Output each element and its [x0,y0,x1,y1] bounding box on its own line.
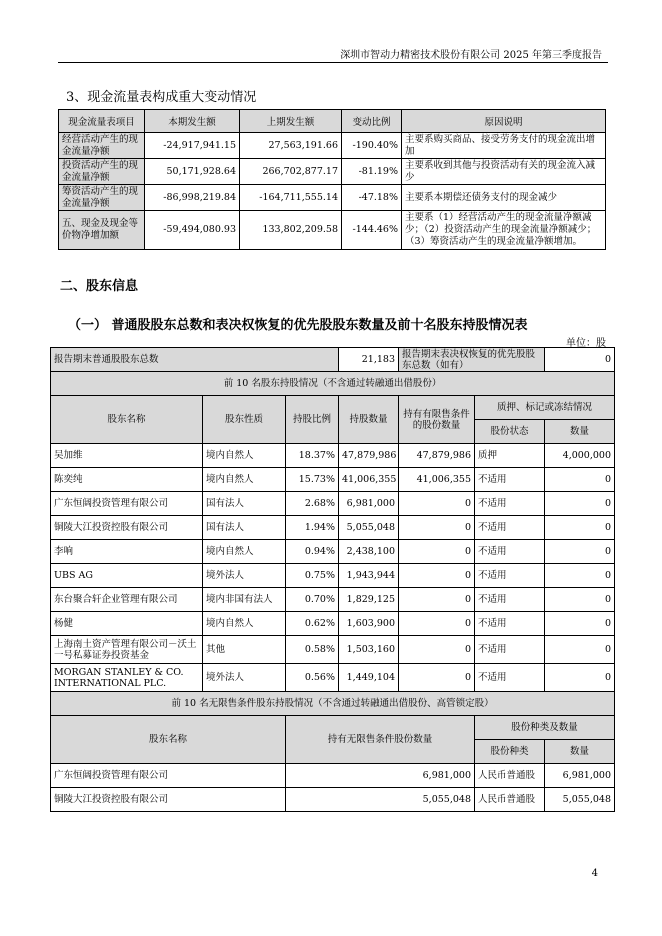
col-header-prior: 上期发生额 [240,110,342,133]
holder-amount: 0 [545,492,615,516]
cashflow-reason: 主要系（1）经营活动产生的现金流量净额减少；（2）投资活动产生的现金流量净额减少；（3）筹资活动产生的现金流量净额增加。 [402,211,606,250]
col-header-ratio: 持股比例 [286,396,339,444]
cashflow-change: -81.19% [342,159,402,185]
holder-ratio: 18.37% [286,444,339,468]
unit-label: 单位：股 [566,338,606,349]
holder-restricted: 0 [399,492,475,516]
cashflow-current: -59,494,080.93 [145,211,240,250]
holder-qty: 5,055,048 [339,516,399,540]
cashflow-table [58,109,606,250]
table-row [51,636,615,664]
page-number: 4 [591,868,598,879]
holder-nature: 境外法人 [203,664,286,692]
cashflow-change: -190.40% [342,133,402,159]
top10-header-row [51,396,615,420]
col-header-amount: 数量 [545,420,615,444]
cashflow-current: -24,917,941.15 [145,133,240,159]
cashflow-prior: -164,711,555.14 [240,185,342,211]
holder-nature: 国有法人 [203,492,286,516]
page-header: 深圳市智动力精密技术股份有限公司 2025 年第三季度报告 [340,50,602,61]
holder-qty: 1,603,900 [339,612,399,636]
header-divider [58,62,608,63]
holder-status: 不适用 [475,664,545,692]
holder-ratio: 1.94% [286,516,339,540]
section2-title: 二、股东信息 [60,279,139,294]
common-holders-label: 报告期末普通股股东总数 [51,348,339,372]
holder-status: 不适用 [475,564,545,588]
holder-nature: 境内自然人 [203,444,286,468]
table-row [51,588,615,612]
table-row [51,664,615,692]
col-header-pledge: 质押、标记或冻结情况 [475,396,615,420]
holder-name: 吴加维 [51,444,203,468]
cashflow-prior: 27,563,191.66 [240,133,342,159]
unrestricted-type: 人民币普通股 [475,788,545,812]
holder-amount: 0 [545,636,615,664]
table-row [51,788,615,812]
col-header-type-group: 股份种类及数量 [475,716,615,740]
unrestricted-title: 前 10 名无限售条件股东持股情况（不含通过转融通出借股份、高管锁定股） [51,692,615,716]
unrestricted-name: 广东恒阔投资管理有限公司 [51,764,286,788]
col-header-unrestricted-amount: 数量 [545,740,615,764]
holder-qty: 47,879,986 [339,444,399,468]
cashflow-item: 筹资活动产生的现金流量净额 [59,185,145,211]
holder-name: 广东恒阔投资管理有限公司 [51,492,203,516]
unrestricted-name: 铜陵大江投资控股有限公司 [51,788,286,812]
holder-qty: 6,981,000 [339,492,399,516]
holder-restricted: 41,006,355 [399,468,475,492]
table-row [51,444,615,468]
holder-nature: 境内非国有法人 [203,588,286,612]
holder-restricted: 47,879,986 [399,444,475,468]
holder-nature: 境外法人 [203,564,286,588]
unrestricted-type: 人民币普通股 [475,764,545,788]
holder-status: 不适用 [475,612,545,636]
cashflow-item: 五、现金及现金等价物净增加额 [59,211,145,250]
unrestricted-title-row [51,692,615,716]
holder-nature: 境内自然人 [203,468,286,492]
col-header-item: 现金流量表项目 [59,110,145,133]
col-header-current: 本期发生额 [145,110,240,133]
holder-status: 不适用 [475,636,545,664]
col-header-restricted: 持有有限售条件的股份数量 [399,396,475,444]
holder-ratio: 0.56% [286,664,339,692]
holder-nature: 境内自然人 [203,540,286,564]
holder-status: 不适用 [475,588,545,612]
cashflow-reason: 主要系购买商品、接受劳务支付的现金流出增加 [402,133,606,159]
holder-name: MORGAN STANLEY & CO. INTERNATIONAL PLC. [51,664,203,692]
top10-title: 前 10 名股东持股情况（不含通过转融通出借股份） [51,372,615,396]
holder-amount: 4,000,000 [545,444,615,468]
common-holders-value: 21,183 [339,348,399,372]
col-header-type: 股份种类 [475,740,545,764]
holder-restricted: 0 [399,664,475,692]
col-header-qty: 持股数量 [339,396,399,444]
col-header-reason: 原因说明 [402,110,606,133]
holder-status: 质押 [475,444,545,468]
holder-name: UBS AG [51,564,203,588]
col-header-unrestricted-qty: 持有无限售条件股份数量 [286,716,475,764]
summary-row [51,348,615,372]
holder-ratio: 0.75% [286,564,339,588]
holder-nature: 国有法人 [203,516,286,540]
cashflow-current: -86,998,219.84 [145,185,240,211]
section3-title: 3、现金流量表构成重大变动情况 [66,90,257,105]
holder-amount: 0 [545,540,615,564]
table-row [59,185,606,211]
table-row [51,492,615,516]
cashflow-change: -47.18% [342,185,402,211]
col-header-change: 变动比例 [342,110,402,133]
pref-holders-label: 报告期末表决权恢复的优先股股东总数（如有） [399,348,545,372]
holder-restricted: 0 [399,564,475,588]
cashflow-reason: 主要系收到其他与投资活动有关的现金流入减少 [402,159,606,185]
unrestricted-amount: 5,055,048 [545,788,615,812]
holder-qty: 1,943,944 [339,564,399,588]
cashflow-prior: 133,802,209.58 [240,211,342,250]
cashflow-current: 50,171,928.64 [145,159,240,185]
holder-status: 不适用 [475,468,545,492]
unrestricted-amount: 6,981,000 [545,764,615,788]
holder-amount: 0 [545,516,615,540]
table-row [59,133,606,159]
unrestricted-qty: 6,981,000 [286,764,475,788]
holder-qty: 1,449,104 [339,664,399,692]
cashflow-item: 经营活动产生的现金流量净额 [59,133,145,159]
holder-status: 不适用 [475,540,545,564]
table-row [51,764,615,788]
top10-title-row [51,372,615,396]
col-header-status: 股份状态 [475,420,545,444]
holder-name: 李响 [51,540,203,564]
unrestricted-qty: 5,055,048 [286,788,475,812]
holder-restricted: 0 [399,612,475,636]
holder-ratio: 15.73% [286,468,339,492]
table-row [51,540,615,564]
holder-amount: 0 [545,612,615,636]
cashflow-item: 投资活动产生的现金流量净额 [59,159,145,185]
table-row [51,564,615,588]
table-row [51,516,615,540]
holder-nature: 其他 [203,636,286,664]
holder-amount: 0 [545,664,615,692]
table-row [59,159,606,185]
holder-name: 上海南土资产管理有限公司－沃土一号私募证券投资基金 [51,636,203,664]
holder-name: 铜陵大江投资控股有限公司 [51,516,203,540]
holder-name: 东台聚合轩企业管理有限公司 [51,588,203,612]
holder-ratio: 0.62% [286,612,339,636]
holder-restricted: 0 [399,540,475,564]
table-row [59,211,606,250]
holder-amount: 0 [545,564,615,588]
holder-restricted: 0 [399,588,475,612]
cashflow-header-row [59,110,606,133]
holder-status: 不适用 [475,492,545,516]
holder-restricted: 0 [399,636,475,664]
holder-ratio: 0.70% [286,588,339,612]
holder-qty: 1,503,160 [339,636,399,664]
holder-ratio: 0.94% [286,540,339,564]
holder-qty: 2,438,100 [339,540,399,564]
holder-name: 陈奕纯 [51,468,203,492]
pref-holders-value: 0 [545,348,615,372]
unrestricted-header-row [51,716,615,740]
holder-nature: 境内自然人 [203,612,286,636]
cashflow-reason: 主要系本期偿还债务支付的现金减少 [402,185,606,211]
holder-name: 杨健 [51,612,203,636]
col-header-unrestricted-name: 股东名称 [51,716,286,764]
holder-ratio: 0.58% [286,636,339,664]
holder-qty: 41,006,355 [339,468,399,492]
col-header-nature: 股东性质 [203,396,286,444]
holder-amount: 0 [545,588,615,612]
holder-amount: 0 [545,468,615,492]
holder-restricted: 0 [399,516,475,540]
holder-status: 不适用 [475,516,545,540]
col-header-name: 股东名称 [51,396,203,444]
shareholders-table [50,347,615,812]
table-row [51,612,615,636]
holder-ratio: 2.68% [286,492,339,516]
holder-qty: 1,829,125 [339,588,399,612]
cashflow-change: -144.46% [342,211,402,250]
subsection1-title: （一） 普通股股东总数和表决权恢复的优先股股东数量及前十名股东持股情况表 [68,318,528,333]
cashflow-prior: 266,702,877.17 [240,159,342,185]
table-row [51,468,615,492]
